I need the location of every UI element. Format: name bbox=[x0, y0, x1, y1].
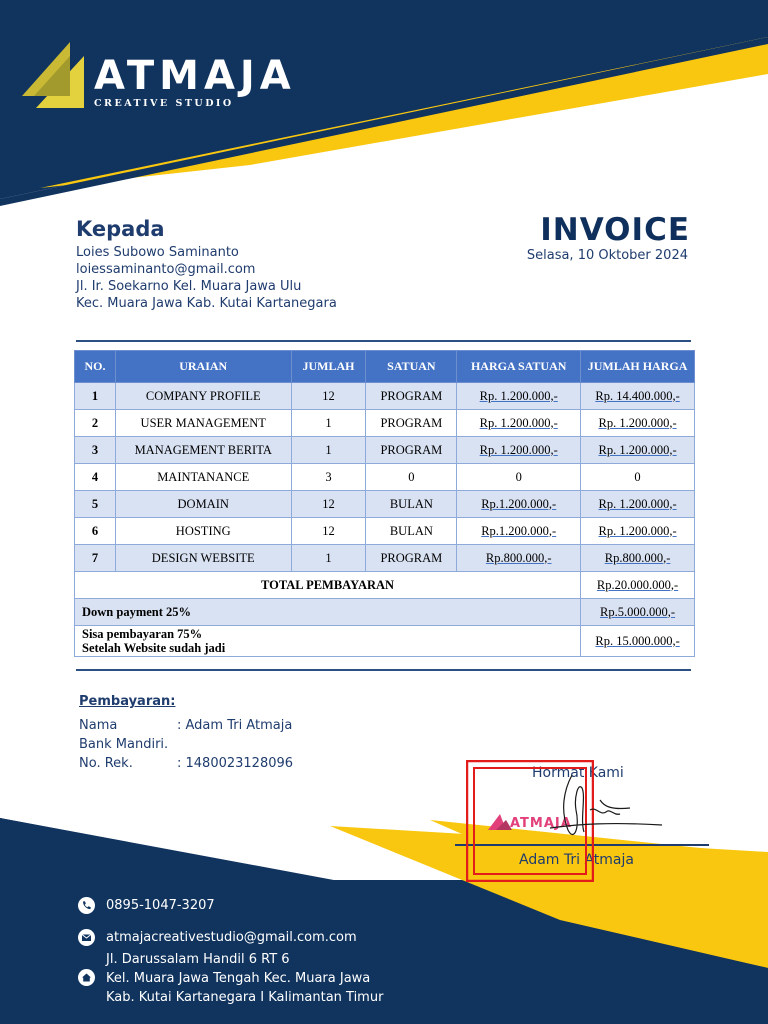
row-jumlah: 12 bbox=[291, 383, 366, 410]
row-total: 0 bbox=[581, 464, 695, 491]
row-jumlah: 1 bbox=[291, 437, 366, 464]
invoice-title: INVOICE bbox=[540, 212, 690, 248]
phone-icon bbox=[78, 897, 95, 914]
payment-name-label: Nama bbox=[79, 718, 118, 733]
address-line-3: Kab. Kutai Kartanegara I Kalimantan Timur bbox=[106, 990, 384, 1005]
row-uraian: USER MANAGEMENT bbox=[115, 410, 291, 437]
remaining-label bbox=[75, 626, 581, 657]
payment-title: Pembayaran: bbox=[79, 694, 176, 709]
row-no: 7 bbox=[75, 545, 116, 572]
row-harga: 0 bbox=[457, 464, 581, 491]
address-line-2: Kel. Muara Jawa Tengah Kec. Muara Jawa bbox=[106, 971, 371, 986]
row-uraian: HOSTING bbox=[115, 518, 291, 545]
table-row bbox=[75, 491, 695, 518]
row-satuan: 0 bbox=[366, 464, 457, 491]
payment-account-row bbox=[79, 756, 293, 771]
payment-account-label: No. Rek. bbox=[79, 756, 133, 771]
total-value: Rp.20.000.000,- bbox=[581, 572, 695, 599]
phone-text: 0895-1047-3207 bbox=[106, 898, 215, 913]
header-jumlah-harga: JUMLAH HARGA bbox=[581, 351, 695, 383]
brand-name: ATMAJA bbox=[94, 53, 296, 99]
divider-top bbox=[76, 340, 691, 342]
table-row bbox=[75, 383, 695, 410]
signer-name: Adam Tri Atmaja bbox=[519, 852, 634, 868]
total-label: TOTAL PEMBAYARAN bbox=[75, 572, 581, 599]
recipient-address-1: Jl. Ir. Soekarno Kel. Muara Jawa Ulu bbox=[76, 279, 302, 294]
remaining-row bbox=[75, 626, 695, 657]
row-harga: Rp. 1.200.000,- bbox=[457, 410, 581, 437]
recipient-address-2: Kec. Muara Jawa Kab. Kutai Kartanegara bbox=[76, 296, 337, 311]
location-icon bbox=[78, 969, 95, 986]
row-harga: Rp.800.000,- bbox=[457, 545, 581, 572]
row-total: Rp. 1.200.000,- bbox=[581, 491, 695, 518]
remaining-label-line-2: Setelah Website sudah jadi bbox=[82, 641, 226, 655]
row-harga: Rp.1.200.000,- bbox=[457, 491, 581, 518]
payment-bank-row bbox=[79, 737, 168, 752]
email-text: atmajacreativestudio@gmail.com.com bbox=[106, 930, 357, 945]
row-total: Rp. 1.200.000,- bbox=[581, 410, 695, 437]
row-total: Rp. 1.200.000,- bbox=[581, 518, 695, 545]
table-row bbox=[75, 518, 695, 545]
handwritten-signature bbox=[530, 770, 670, 850]
row-no: 1 bbox=[75, 383, 116, 410]
table-row bbox=[75, 545, 695, 572]
total-row bbox=[75, 572, 695, 599]
payment-name-value: : Adam Tri Atmaja bbox=[177, 718, 293, 733]
row-no: 6 bbox=[75, 518, 116, 545]
row-uraian: COMPANY PROFILE bbox=[115, 383, 291, 410]
row-uraian: DOMAIN bbox=[115, 491, 291, 518]
row-no: 4 bbox=[75, 464, 116, 491]
divider-bottom bbox=[76, 669, 691, 671]
down-payment-row bbox=[75, 599, 695, 626]
row-jumlah: 1 bbox=[291, 410, 366, 437]
row-satuan: PROGRAM bbox=[366, 545, 457, 572]
payment-account-value: : 1480023128096 bbox=[177, 756, 294, 771]
row-harga: Rp.1.200.000,- bbox=[457, 518, 581, 545]
row-satuan: BULAN bbox=[366, 518, 457, 545]
table-header-row bbox=[75, 351, 695, 383]
header-satuan: SATUAN bbox=[366, 351, 457, 383]
row-no: 3 bbox=[75, 437, 116, 464]
row-satuan: PROGRAM bbox=[366, 383, 457, 410]
header-jumlah: JUMLAH bbox=[291, 351, 366, 383]
row-harga: Rp. 1.200.000,- bbox=[457, 383, 581, 410]
row-satuan: PROGRAM bbox=[366, 410, 457, 437]
recipient-heading: Kepada bbox=[76, 217, 165, 241]
remaining-value: Rp. 15.000.000,- bbox=[581, 626, 695, 657]
down-payment-value: Rp.5.000.000,- bbox=[581, 599, 695, 626]
row-jumlah: 3 bbox=[291, 464, 366, 491]
payment-name-row bbox=[79, 718, 292, 733]
row-jumlah: 1 bbox=[291, 545, 366, 572]
table-row bbox=[75, 410, 695, 437]
row-jumlah: 12 bbox=[291, 518, 366, 545]
signature-greeting: Hormat Kami bbox=[532, 765, 624, 781]
stamp-text: ATMAJA bbox=[510, 816, 572, 831]
invoice-table bbox=[74, 350, 695, 657]
row-uraian: MANAGEMENT BERITA bbox=[115, 437, 291, 464]
header-harga-satuan: HARGA SATUAN bbox=[457, 351, 581, 383]
invoice-date: Selasa, 10 Oktober 2024 bbox=[526, 248, 688, 263]
row-satuan: PROGRAM bbox=[366, 437, 457, 464]
table-row bbox=[75, 437, 695, 464]
row-uraian: MAINTANANCE bbox=[115, 464, 291, 491]
logo-mark-icon bbox=[20, 40, 88, 108]
row-uraian: DESIGN WEBSITE bbox=[115, 545, 291, 572]
email-icon bbox=[78, 929, 95, 946]
address-line-1: Jl. Darussalam Handil 6 RT 6 bbox=[106, 952, 290, 967]
row-total: Rp. 14.400.000,- bbox=[581, 383, 695, 410]
row-jumlah: 12 bbox=[291, 491, 366, 518]
row-satuan: BULAN bbox=[366, 491, 457, 518]
header-no: NO. bbox=[75, 351, 116, 383]
row-total: Rp. 1.200.000,- bbox=[581, 437, 695, 464]
table-row bbox=[75, 464, 695, 491]
recipient-block bbox=[76, 244, 337, 312]
header-uraian: URAIAN bbox=[115, 351, 291, 383]
row-no: 2 bbox=[75, 410, 116, 437]
row-harga: Rp. 1.200.000,- bbox=[457, 437, 581, 464]
row-no: 5 bbox=[75, 491, 116, 518]
payment-bank-label: Bank Mandiri. bbox=[79, 737, 169, 752]
recipient-name: Loies Subowo Saminanto bbox=[76, 245, 239, 260]
row-total: Rp.800.000,- bbox=[581, 545, 695, 572]
down-payment-label: Down payment 25% bbox=[75, 599, 581, 626]
recipient-email: loiessaminanto@gmail.com bbox=[76, 262, 256, 277]
remaining-label-line-1: Sisa pembayaran 75% bbox=[82, 627, 203, 641]
brand-tagline: CREATIVE STUDIO bbox=[94, 98, 234, 109]
